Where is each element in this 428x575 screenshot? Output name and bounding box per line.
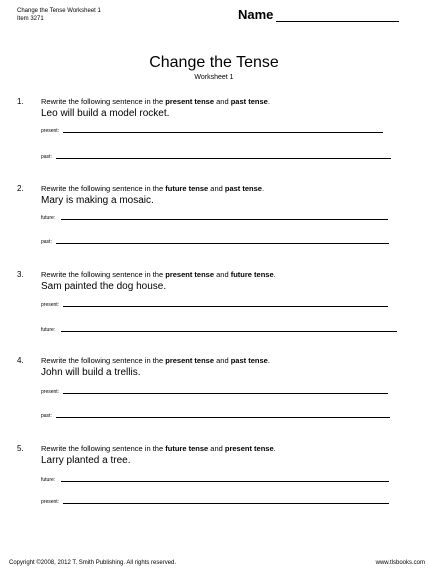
question-instruction bbox=[41, 444, 276, 453]
question-number: 5. bbox=[17, 444, 24, 453]
page-title: Change the Tense bbox=[149, 54, 279, 71]
question-sentence: John will build a trellis. bbox=[41, 367, 141, 378]
name-label: Name bbox=[238, 7, 274, 22]
tense-2: present tense bbox=[224, 444, 274, 453]
instruction-prefix: Rewrite the following sentence in the bbox=[41, 270, 166, 279]
answer-line[interactable] bbox=[63, 393, 388, 394]
instruction-middle: and bbox=[214, 356, 231, 365]
answer-label: past: bbox=[41, 413, 52, 419]
question-sentence: Sam painted the dog house. bbox=[41, 281, 167, 292]
instruction-prefix: Rewrite the following sentence in the bbox=[41, 444, 166, 453]
answer-label: present: bbox=[41, 128, 60, 134]
tense-2: past tense bbox=[230, 356, 268, 365]
answer-label: past: bbox=[41, 239, 52, 245]
answer-line[interactable] bbox=[63, 132, 383, 133]
instruction-prefix: Rewrite the following sentence in the bbox=[41, 184, 166, 193]
instruction-prefix: Rewrite the following sentence in the bbox=[41, 97, 166, 106]
tense-1: present tense bbox=[165, 270, 215, 279]
instruction-suffix: . bbox=[267, 97, 270, 106]
question-instruction bbox=[41, 270, 276, 279]
tense-1: future tense bbox=[165, 444, 209, 453]
answer-label: past: bbox=[41, 154, 52, 160]
question-sentence: Leo will build a model rocket. bbox=[41, 108, 170, 119]
answer-line[interactable] bbox=[63, 306, 388, 307]
instruction-suffix: . bbox=[273, 444, 276, 453]
answer-label: future: bbox=[41, 477, 56, 483]
item-number: Item 3271 bbox=[17, 16, 44, 22]
answer-label: future: bbox=[41, 327, 56, 333]
tense-1: present tense bbox=[165, 97, 215, 106]
answer-label: present: bbox=[41, 499, 60, 505]
answer-line[interactable] bbox=[56, 243, 389, 244]
answer-label: present: bbox=[41, 389, 60, 395]
answer-line[interactable] bbox=[56, 417, 390, 418]
question-sentence: Larry planted a tree. bbox=[41, 455, 131, 466]
name-line bbox=[276, 21, 399, 22]
answer-label: future: bbox=[41, 215, 56, 221]
instruction-suffix: . bbox=[267, 356, 270, 365]
instruction-prefix: Rewrite the following sentence in the bbox=[41, 356, 166, 365]
question-number: 2. bbox=[17, 184, 24, 193]
page-subtitle: Worksheet 1 bbox=[194, 74, 234, 81]
tense-2: past tense bbox=[230, 97, 268, 106]
answer-label: present: bbox=[41, 302, 60, 308]
tense-1: future tense bbox=[165, 184, 209, 193]
instruction-middle: and bbox=[208, 184, 225, 193]
instruction-middle: and bbox=[214, 270, 231, 279]
question-instruction bbox=[41, 184, 264, 193]
answer-line[interactable] bbox=[61, 219, 388, 220]
tense-2: future tense bbox=[230, 270, 274, 279]
copyright: Copyright ©2008, 2012 T. Smith Publishing. All rights reserved. bbox=[9, 560, 177, 566]
answer-line[interactable] bbox=[61, 481, 389, 482]
instruction-middle: and bbox=[208, 444, 225, 453]
instruction-middle: and bbox=[214, 97, 231, 106]
question-number: 3. bbox=[17, 270, 24, 279]
question-instruction bbox=[41, 356, 270, 365]
instruction-suffix: . bbox=[273, 270, 276, 279]
question-instruction bbox=[41, 97, 270, 106]
question-number: 1. bbox=[17, 97, 24, 106]
question-number: 4. bbox=[17, 356, 24, 365]
question-sentence: Mary is making a mosaic. bbox=[41, 195, 154, 206]
website: www.tlsbooks.com bbox=[375, 560, 425, 566]
tense-2: past tense bbox=[224, 184, 262, 193]
answer-line[interactable] bbox=[61, 331, 397, 332]
answer-line[interactable] bbox=[56, 158, 391, 159]
answer-line[interactable] bbox=[63, 503, 389, 504]
worksheet-name: Change the Tense Worksheet 1 bbox=[17, 8, 101, 14]
instruction-suffix: . bbox=[261, 184, 265, 193]
worksheet-id bbox=[17, 7, 101, 23]
tense-1: present tense bbox=[165, 356, 215, 365]
